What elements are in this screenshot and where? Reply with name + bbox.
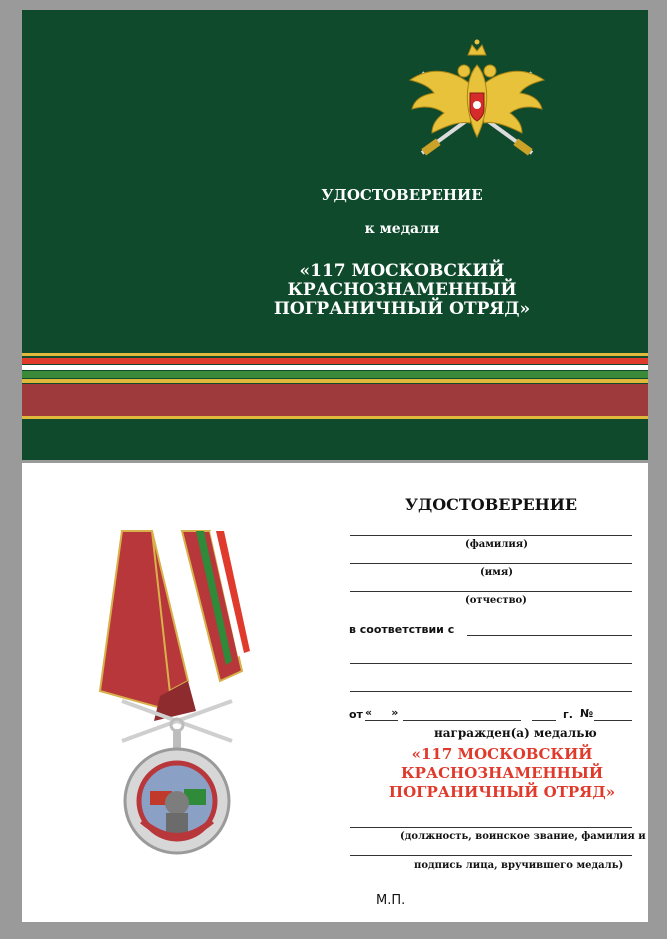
certificate-cover xyxy=(22,10,648,460)
stripe-gold-bottom xyxy=(22,416,648,419)
cover-medal-name xyxy=(162,262,642,319)
month-line[interactable] xyxy=(403,720,521,721)
signature-label: подпись лица, вручившего медаль) xyxy=(414,860,624,871)
signature-line[interactable] xyxy=(350,855,632,856)
stamp-label: М.П. xyxy=(376,893,406,908)
number-label: № xyxy=(580,707,594,720)
according-label: в соответствии с xyxy=(349,623,455,636)
stripe-green xyxy=(22,371,648,378)
according-line-3[interactable] xyxy=(350,691,632,692)
stripe-maroon xyxy=(22,384,648,416)
name-line[interactable] xyxy=(350,563,632,564)
number-line[interactable] xyxy=(594,720,632,721)
according-line[interactable] xyxy=(467,635,632,636)
name-label: (имя) xyxy=(480,567,513,578)
medal-image xyxy=(92,521,262,871)
form-medal-line-3: ПОГРАНИЧНЫЙ ОТРЯД» xyxy=(388,783,616,801)
surname-label: (фамилия) xyxy=(465,539,528,550)
form-medal-line-1: «117 МОСКОВСКИЙ xyxy=(411,745,593,763)
position-line[interactable] xyxy=(350,827,632,828)
patronymic-line[interactable] xyxy=(350,591,632,592)
form-medal-name xyxy=(362,745,642,802)
double-headed-eagle-emblem-icon xyxy=(402,35,552,165)
from-label: от xyxy=(349,708,363,721)
awarded-label: награжден(а) медалью xyxy=(434,726,597,740)
according-line-2[interactable] xyxy=(350,663,632,664)
cover-medal-line-3: ПОГРАНИЧНЫЙ ОТРЯД» xyxy=(273,299,531,319)
year-label: г. xyxy=(563,708,573,721)
form-medal-line-2: КРАСНОЗНАМЕННЫЙ xyxy=(400,764,604,782)
certificate-form xyxy=(22,463,648,922)
cover-medal-line-1: «117 МОСКОВСКИЙ xyxy=(299,261,505,281)
surname-line[interactable] xyxy=(350,535,632,536)
form-title: УДОСТОВЕРЕНИЕ xyxy=(405,495,578,514)
year-line[interactable] xyxy=(532,720,556,721)
stripe-red xyxy=(22,358,648,364)
cover-to-medal: к медали xyxy=(364,221,440,237)
stripe-gold-mid xyxy=(22,379,648,383)
day-field[interactable]: « » xyxy=(365,706,399,719)
patronymic-label: (отчество) xyxy=(465,595,527,606)
stripe-gold-top xyxy=(22,353,648,356)
stripe-white xyxy=(22,365,648,370)
cover-title: УДОСТОВЕРЕНИЕ xyxy=(321,186,483,204)
day-line xyxy=(365,720,398,721)
cover-medal-line-2: КРАСНОЗНАМЕННЫЙ xyxy=(287,280,517,300)
position-label: (должность, воинское звание, фамилия и xyxy=(400,831,646,842)
